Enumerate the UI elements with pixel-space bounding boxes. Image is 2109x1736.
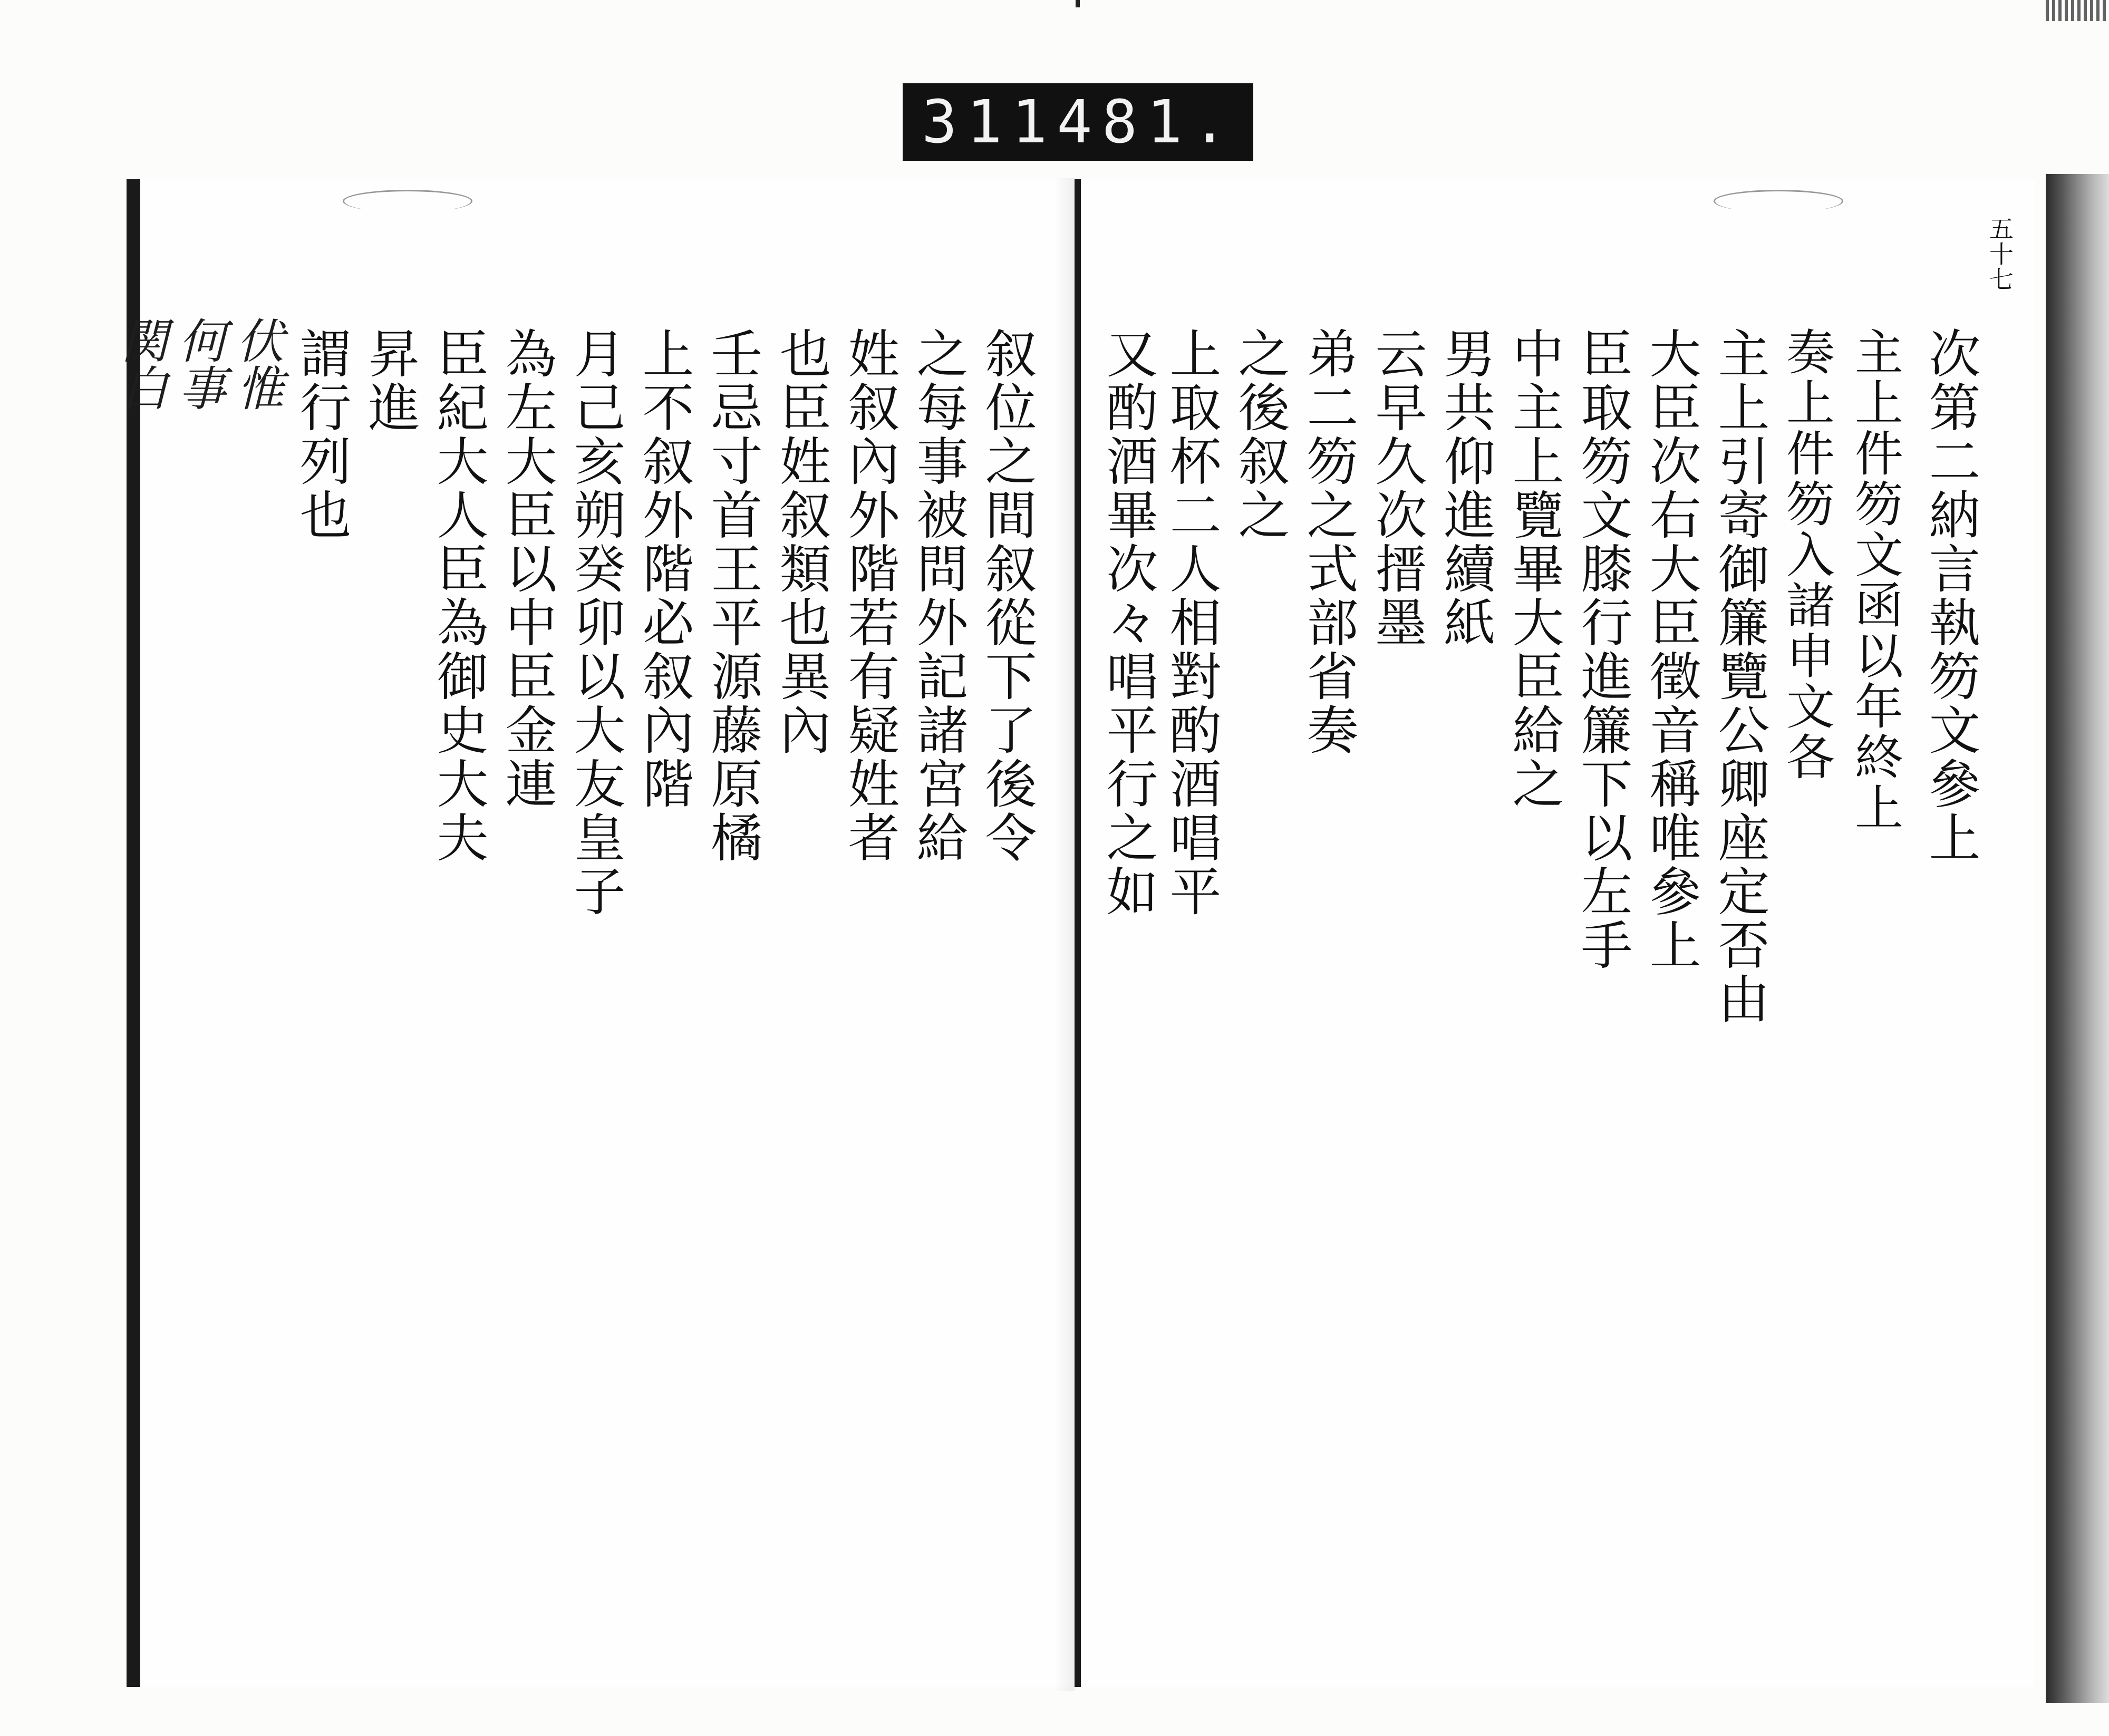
page-number: 五十七 — [1986, 216, 2014, 292]
right-text-column: 云早久次搢墨 — [1367, 327, 1427, 649]
left-text-column: 之每事被問外記諸宮給 — [908, 327, 968, 865]
shelf-label-tab — [903, 83, 1253, 161]
right-text-column: 中主上覽畢大臣給之 — [1504, 327, 1564, 811]
left-cursive-column: 伏惟 — [228, 316, 284, 411]
right-text-column: 上取杯二人相對酌酒唱平 — [1161, 327, 1221, 918]
right-text-column: 臣取笏文膝行進簾下以左手 — [1572, 327, 1632, 972]
gutter-shadow — [1053, 178, 1075, 1691]
left-text-column: 為左大臣以中臣金連 — [497, 327, 557, 811]
left-text-column: 壬忌寸首王平源藤原橘 — [702, 327, 762, 865]
left-cursive-column: 関白 — [112, 316, 168, 411]
right-text-column: 男共仰進續紙 — [1435, 327, 1495, 649]
right-book-edge — [2046, 174, 2109, 1703]
corner-registration-mark — [2046, 0, 2109, 21]
left-cursive-column: 何事 — [170, 316, 226, 411]
right-text-column: 主上件笏文函以年終上 — [1847, 327, 1903, 833]
left-text-column: 上不叙外階必叙內階 — [634, 327, 694, 811]
left-page-header-ornament — [343, 190, 472, 212]
right-text-column: 之後叙之 — [1230, 327, 1290, 542]
left-text-column: 昇進 — [360, 327, 420, 434]
left-text-column: 也臣姓叙類也異內 — [771, 327, 831, 757]
binding-tick-mark — [1076, 0, 1080, 7]
book-gutter — [1075, 179, 1081, 1687]
right-page-header-ornament — [1714, 190, 1843, 212]
label-left-number: 311 — [922, 88, 1057, 157]
left-text-column: 臣紀大人臣為御史大夫 — [428, 327, 488, 865]
label-right-number: 481. — [1057, 88, 1237, 157]
right-text-column: 大臣次右大臣徵音稱唯參上 — [1641, 327, 1701, 972]
right-text-column: 主上引寄御簾覽公卿座定否由 — [1709, 327, 1769, 1026]
right-text-column: 奏上件笏入諸申文各 — [1778, 327, 1835, 782]
left-text-column: 月己亥朔癸卯以大友皇子 — [565, 327, 625, 918]
left-text-column: 謂行列也 — [291, 327, 351, 542]
right-text-column: 次第二納言執笏文參上 — [1920, 327, 1980, 865]
right-text-column: 弟二笏之式部省奏 — [1298, 327, 1358, 757]
right-text-column: 又酌酒畢次々唱平行之如 — [1098, 327, 1158, 918]
left-text-column: 姓叙內外階若有疑姓者 — [839, 327, 899, 865]
left-text-column: 叙位之間叙從下了後令 — [976, 327, 1037, 865]
